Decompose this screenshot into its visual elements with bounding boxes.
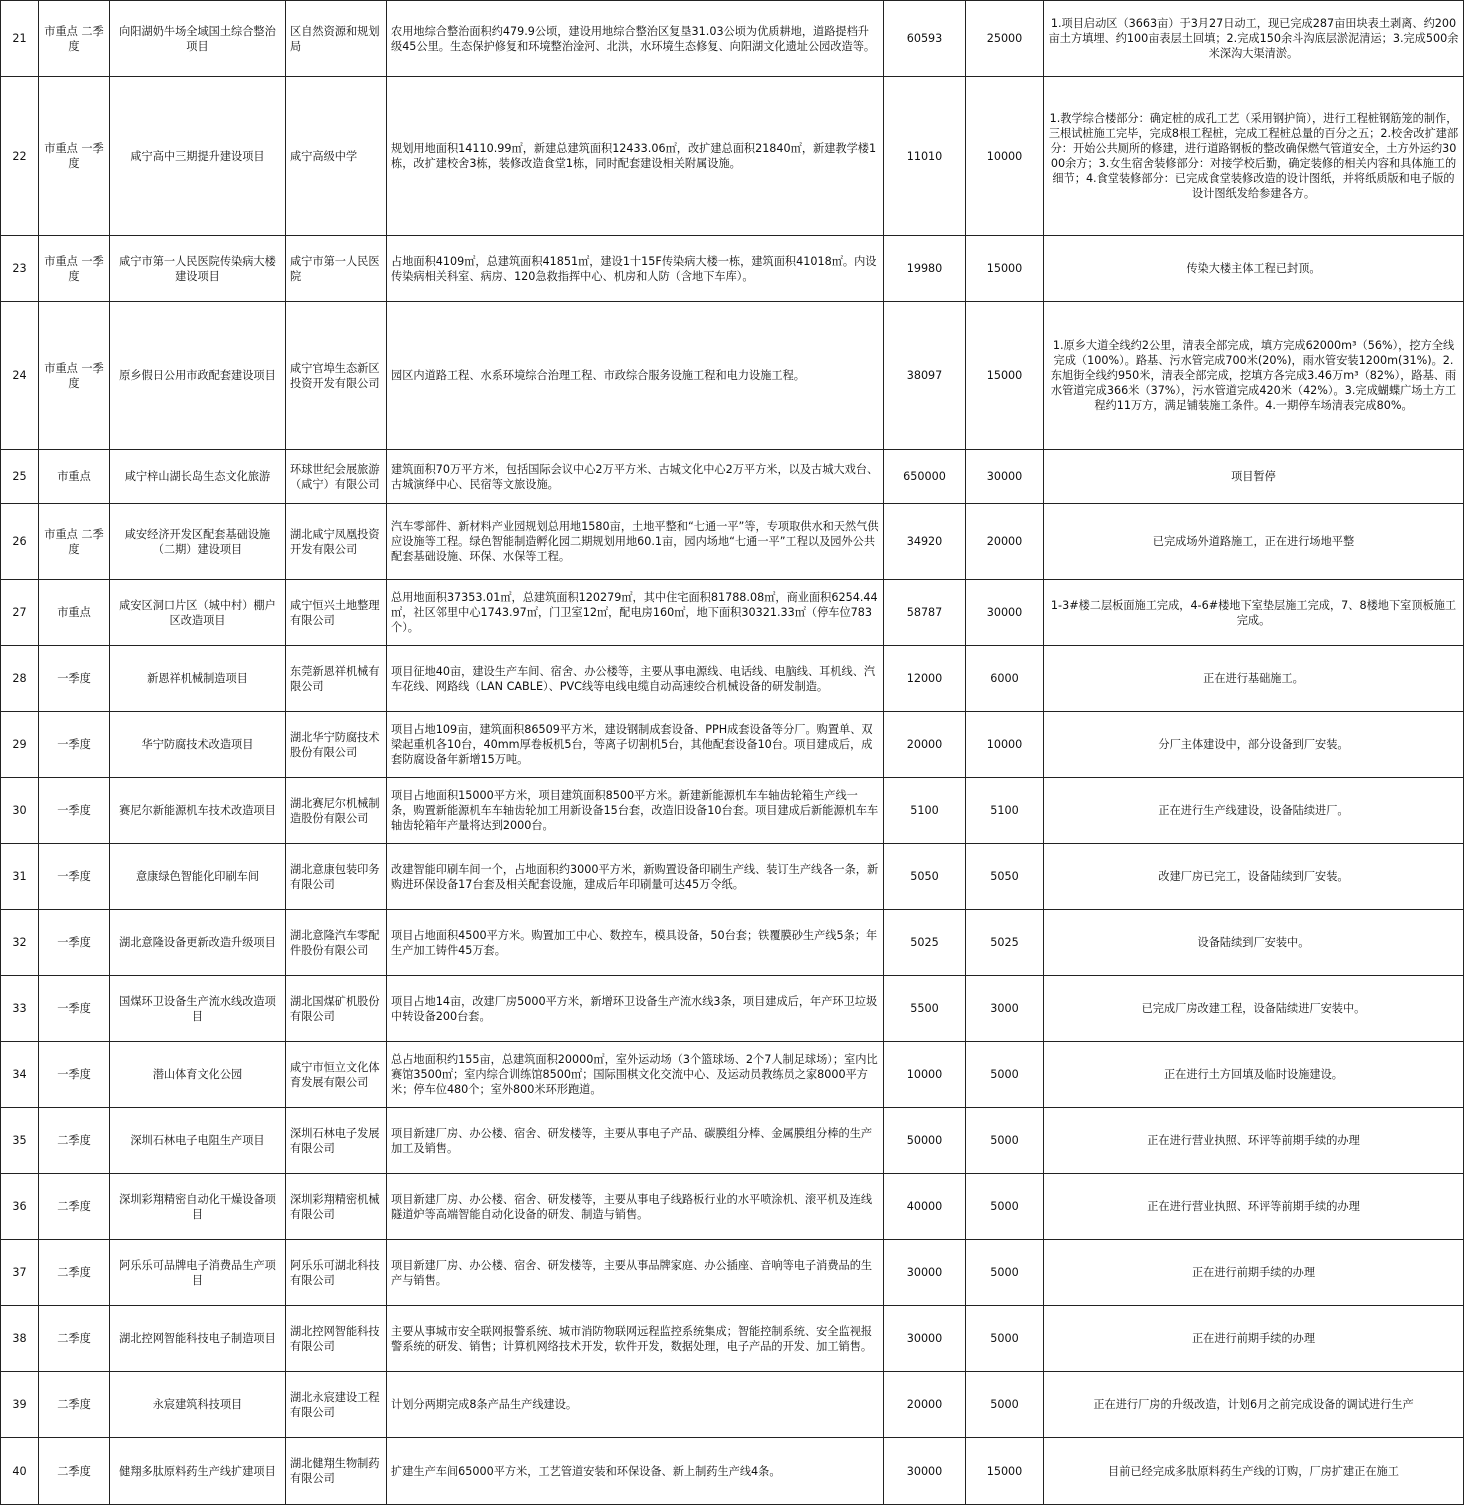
- category-cell: 一季度: [39, 778, 110, 844]
- construction-content-cell: 园区内道路工程、水系环境综合治理工程、市政综合服务设施工程和电力设施工程。: [387, 302, 884, 450]
- category-cell: 一季度: [39, 910, 110, 976]
- annual-investment-cell: 15000: [966, 302, 1044, 450]
- annual-investment-cell: 3000: [966, 976, 1044, 1042]
- progress-cell: 项目暂停: [1044, 450, 1464, 504]
- construction-content-cell: 扩建生产车间65000平方米，工艺管道安装和环保设备、新上制药生产线4条。: [387, 1438, 884, 1505]
- project-name-cell: 赛尼尔新能源机车技术改造项目: [110, 778, 286, 844]
- construction-content-cell: 占地面积4109㎡，总建筑面积41851㎡，建设1十15F传染病大楼一栋，建筑面积41018㎡。内设传染病相关科室、病房、120急救指挥中心、机房和人防（含地下车库）。: [387, 236, 884, 302]
- annual-investment-cell: 5000: [966, 1372, 1044, 1438]
- table-row: [1, 1240, 1464, 1306]
- category-cell: 二季度: [39, 1372, 110, 1438]
- owner-unit-cell: 东莞新恩祥机械有限公司: [286, 646, 387, 712]
- annual-investment-cell: 30000: [966, 450, 1044, 504]
- category-cell: 一季度: [39, 976, 110, 1042]
- progress-cell: 目前已经完成多肽原料药生产线的订购，厂房扩建正在施工: [1044, 1438, 1464, 1505]
- table-row: [1, 236, 1464, 302]
- category-cell: 二季度: [39, 1174, 110, 1240]
- annual-investment-cell: 5000: [966, 1240, 1044, 1306]
- project-name-cell: 国煤环卫设备生产流水线改造项目: [110, 976, 286, 1042]
- progress-cell: 正在进行营业执照、环评等前期手续的办理: [1044, 1108, 1464, 1174]
- category-cell: 一季度: [39, 646, 110, 712]
- total-investment-cell: 11010: [884, 77, 966, 236]
- project-name-cell: 湖北控网智能科技电子制造项目: [110, 1306, 286, 1372]
- table-row: [1, 844, 1464, 910]
- progress-cell: 正在进行前期手续的办理: [1044, 1240, 1464, 1306]
- table-row: [1, 580, 1464, 646]
- progress-cell: 正在进行土方回填及临时设施建设。: [1044, 1042, 1464, 1108]
- construction-content-cell: 改建智能印刷车间一个，占地面积约3000平方米，新购置设备印刷生产线、装订生产线各一条，新购进环保设备17台套及相关配套设施，建成后年印刷量可达45万令纸。: [387, 844, 884, 910]
- total-investment-cell: 20000: [884, 712, 966, 778]
- construction-content-cell: 项目新建厂房、办公楼、宿舍、研发楼等，主要从事电子线路板行业的水平喷涂机、滚平机及连线隧道炉等高端智能自动化设备的研发、制造与销售。: [387, 1174, 884, 1240]
- progress-cell: 1-3#楼二层板面施工完成，4-6#楼地下室垫层施工完成，7、8楼地下室顶板施工完成。: [1044, 580, 1464, 646]
- project-name-cell: 咸宁市第一人民医院传染病大楼建设项目: [110, 236, 286, 302]
- annual-investment-cell: 15000: [966, 236, 1044, 302]
- annual-investment-cell: 10000: [966, 77, 1044, 236]
- owner-unit-cell: 咸宁市恒立文化体育发展有限公司: [286, 1042, 387, 1108]
- table-body: [1, 1, 1464, 1505]
- annual-investment-cell: 5000: [966, 1174, 1044, 1240]
- project-name-cell: 咸安区洞口片区（城中村）棚户区改造项目: [110, 580, 286, 646]
- row-number-cell: 28: [1, 646, 39, 712]
- construction-content-cell: 项目占地面积4500平方米。购置加工中心、数控车，模具设备，50台套；铁覆膜砂生产线5条；年生产加工铸件45万套。: [387, 910, 884, 976]
- category-cell: 二季度: [39, 1438, 110, 1505]
- row-number-cell: 40: [1, 1438, 39, 1505]
- row-number-cell: 31: [1, 844, 39, 910]
- progress-cell: 1.项目启动区（3663亩）于3月27日动工，现已完成287亩田块表土剥离、约200亩土方填埋、约100亩表层土回填；2.完成150余斗沟底层淤泥清运；3.完成500余米深沟大渠清淤。: [1044, 1, 1464, 77]
- owner-unit-cell: 湖北永宸建设工程有限公司: [286, 1372, 387, 1438]
- total-investment-cell: 10000: [884, 1042, 966, 1108]
- construction-content-cell: 项目新建厂房、办公楼、宿舍、研发楼等，主要从事电子产品、碳膜组分棒、金属膜组分棒的生产加工及销售。: [387, 1108, 884, 1174]
- total-investment-cell: 60593: [884, 1, 966, 77]
- owner-unit-cell: 湖北咸宁凤凰投资开发有限公司: [286, 504, 387, 580]
- progress-cell: 1.教学综合楼部分：确定桩的成孔工艺（采用钢护筒），进行工程桩钢筋笼的制作，三根试桩施工完毕，完成8根工程桩，完成工程桩总量的百分之五；2.校舍改扩建部分：开始公共厕所的修建，进行道路钢板的整改确保燃气管道安全，土方外运约3000余方；3.女生宿舍装修部分：对接学校后勤，确定装修的相关内容和具体施工的细节；4.食堂装修部分：已完成食堂装修改造的设计图纸，并将纸质版和电子版的设计图纸发给参建各方。: [1044, 77, 1464, 236]
- owner-unit-cell: 环球世纪会展旅游（咸宁）有限公司: [286, 450, 387, 504]
- row-number-cell: 34: [1, 1042, 39, 1108]
- category-cell: 市重点 一季度: [39, 77, 110, 236]
- progress-cell: 正在进行基础施工。: [1044, 646, 1464, 712]
- total-investment-cell: 20000: [884, 1372, 966, 1438]
- construction-content-cell: 规划用地面积14110.99㎡，新建总建筑面积12433.06㎡，改扩建总面积21840㎡，新建教学楼1栋，改扩建校舍3栋，装修改造食堂1栋，同时配套建设相关附属设施。: [387, 77, 884, 236]
- row-number-cell: 21: [1, 1, 39, 77]
- category-cell: 二季度: [39, 1240, 110, 1306]
- owner-unit-cell: 咸宁市第一人民医院: [286, 236, 387, 302]
- annual-investment-cell: 30000: [966, 580, 1044, 646]
- category-cell: 市重点: [39, 450, 110, 504]
- owner-unit-cell: 湖北赛尼尔机械制造股份有限公司: [286, 778, 387, 844]
- table-row: [1, 1, 1464, 77]
- table-row: [1, 504, 1464, 580]
- annual-investment-cell: 10000: [966, 712, 1044, 778]
- row-number-cell: 38: [1, 1306, 39, 1372]
- progress-cell: 已完成场外道路施工，正在进行场地平整: [1044, 504, 1464, 580]
- progress-cell: 传染大楼主体工程已封顶。: [1044, 236, 1464, 302]
- total-investment-cell: 30000: [884, 1438, 966, 1505]
- total-investment-cell: 19980: [884, 236, 966, 302]
- total-investment-cell: 38097: [884, 302, 966, 450]
- row-number-cell: 23: [1, 236, 39, 302]
- owner-unit-cell: 咸宁高级中学: [286, 77, 387, 236]
- construction-content-cell: 汽车零部件、新材料产业园规划总用地1580亩，土地平整和“七通一平”等，专项取供水和天然气供应设施等工程。绿色智能制造孵化园二期规划用地60.1亩，园内场地“七通一平”工程以及园外公共配套基础设施、环保、水保等工程。: [387, 504, 884, 580]
- owner-unit-cell: 咸宁恒兴土地整理有限公司: [286, 580, 387, 646]
- construction-content-cell: 建筑面积70万平方米，包括国际会议中心2万平方米、古城文化中心2万平方米，以及古城大戏台、古城演绎中心、民宿等文旅设施。: [387, 450, 884, 504]
- project-name-cell: 永宸建筑科技项目: [110, 1372, 286, 1438]
- category-cell: 市重点 二季度: [39, 1, 110, 77]
- project-name-cell: 健翔多肽原料药生产线扩建项目: [110, 1438, 286, 1505]
- progress-cell: 正在进行前期手续的办理: [1044, 1306, 1464, 1372]
- category-cell: 市重点 一季度: [39, 236, 110, 302]
- row-number-cell: 30: [1, 778, 39, 844]
- row-number-cell: 29: [1, 712, 39, 778]
- construction-content-cell: 计划分两期完成8条产品生产线建设。: [387, 1372, 884, 1438]
- total-investment-cell: 5100: [884, 778, 966, 844]
- owner-unit-cell: 咸宁官埠生态新区投资开发有限公司: [286, 302, 387, 450]
- total-investment-cell: 12000: [884, 646, 966, 712]
- row-number-cell: 25: [1, 450, 39, 504]
- construction-content-cell: 农用地综合整治面积约479.9公顷，建设用地综合整治区复垦31.03公顷为优质耕地，道路提档升级45公里。生态保护修复和环境整治淦河、北洪，水环境生态修复、向阳湖文化遗址公园改造等。: [387, 1, 884, 77]
- owner-unit-cell: 区自然资源和规划局: [286, 1, 387, 77]
- construction-content-cell: 总占地面积约155亩，总建筑面积20000㎡，室外运动场（3个篮球场、2个7人制足球场）；室内比赛馆3500㎡；室内综合训练馆8500㎡；国际围棋文化交流中心、及运动员教练员之家8000平方米；停车位480个；室外800米环形跑道。: [387, 1042, 884, 1108]
- project-name-cell: 深圳彩翔精密自动化干燥设备项目: [110, 1174, 286, 1240]
- annual-investment-cell: 5025: [966, 910, 1044, 976]
- total-investment-cell: 5050: [884, 844, 966, 910]
- row-number-cell: 32: [1, 910, 39, 976]
- owner-unit-cell: 湖北意康包装印务有限公司: [286, 844, 387, 910]
- row-number-cell: 33: [1, 976, 39, 1042]
- project-name-cell: 湖北意隆设备更新改造升级项目: [110, 910, 286, 976]
- row-number-cell: 36: [1, 1174, 39, 1240]
- category-cell: 二季度: [39, 1108, 110, 1174]
- total-investment-cell: 650000: [884, 450, 966, 504]
- progress-cell: 正在进行生产线建设，设备陆续进厂。: [1044, 778, 1464, 844]
- annual-investment-cell: 20000: [966, 504, 1044, 580]
- owner-unit-cell: 阿乐乐可湖北科技有限公司: [286, 1240, 387, 1306]
- project-name-cell: 咸宁高中三期提升建设项目: [110, 77, 286, 236]
- owner-unit-cell: 湖北意隆汽车零配件股份有限公司: [286, 910, 387, 976]
- table-row: [1, 712, 1464, 778]
- progress-cell: 正在进行营业执照、环评等前期手续的办理: [1044, 1174, 1464, 1240]
- total-investment-cell: 34920: [884, 504, 966, 580]
- progress-cell: 已完成厂房改建工程，设备陆续进厂安装中。: [1044, 976, 1464, 1042]
- project-name-cell: 华宁防腐技术改造项目: [110, 712, 286, 778]
- project-name-cell: 咸宁梓山湖长岛生态文化旅游: [110, 450, 286, 504]
- owner-unit-cell: 深圳彩翔精密机械有限公司: [286, 1174, 387, 1240]
- annual-investment-cell: 5050: [966, 844, 1044, 910]
- category-cell: 市重点 二季度: [39, 504, 110, 580]
- table-row: [1, 1438, 1464, 1505]
- construction-content-cell: 项目征地40亩，建设生产车间、宿舍、办公楼等，主要从事电源线、电话线、电脑线、耳机线、汽车花线、网路线（LAN CABLE）、PVC线等电线电缆自动高速绞合机械设备的研发制造。: [387, 646, 884, 712]
- annual-investment-cell: 5000: [966, 1108, 1044, 1174]
- owner-unit-cell: 湖北华宁防腐技术股份有限公司: [286, 712, 387, 778]
- annual-investment-cell: 25000: [966, 1, 1044, 77]
- total-investment-cell: 5025: [884, 910, 966, 976]
- progress-cell: 设备陆续到厂安装中。: [1044, 910, 1464, 976]
- table-row: [1, 646, 1464, 712]
- project-name-cell: 潜山体育文化公园: [110, 1042, 286, 1108]
- annual-investment-cell: 5100: [966, 778, 1044, 844]
- table-row: [1, 976, 1464, 1042]
- total-investment-cell: 58787: [884, 580, 966, 646]
- total-investment-cell: 30000: [884, 1306, 966, 1372]
- table-row: [1, 77, 1464, 236]
- total-investment-cell: 40000: [884, 1174, 966, 1240]
- row-number-cell: 37: [1, 1240, 39, 1306]
- project-name-cell: 新恩祥机械制造项目: [110, 646, 286, 712]
- project-name-cell: 咸安经济开发区配套基础设施（二期）建设项目: [110, 504, 286, 580]
- row-number-cell: 24: [1, 302, 39, 450]
- category-cell: 一季度: [39, 1042, 110, 1108]
- annual-investment-cell: 6000: [966, 646, 1044, 712]
- table-row: [1, 1108, 1464, 1174]
- table-row: [1, 910, 1464, 976]
- annual-investment-cell: 5000: [966, 1042, 1044, 1108]
- row-number-cell: 27: [1, 580, 39, 646]
- owner-unit-cell: 湖北控网智能科技有限公司: [286, 1306, 387, 1372]
- table-row: [1, 778, 1464, 844]
- row-number-cell: 26: [1, 504, 39, 580]
- table-row: [1, 1174, 1464, 1240]
- row-number-cell: 35: [1, 1108, 39, 1174]
- category-cell: 市重点 一季度: [39, 302, 110, 450]
- category-cell: 二季度: [39, 1306, 110, 1372]
- row-number-cell: 22: [1, 77, 39, 236]
- project-name-cell: 向阳湖奶牛场全域国土综合整治项目: [110, 1, 286, 77]
- construction-content-cell: 总用地面积37353.01㎡，总建筑面积120279㎡，其中住宅面积81788.08㎡，商业面积6254.44㎡，社区邻里中心1743.97㎡，门卫室12㎡，配电房160㎡，地下面积30321.33㎡（停车位783个）。: [387, 580, 884, 646]
- construction-content-cell: 主要从事城市安全联网报警系统、城市消防物联网远程监控系统集成；智能控制系统、安全监视报警系统的研发、销售；计算机网络技术开发，软件开发，数据处理，电子产品的开发、加工销售。: [387, 1306, 884, 1372]
- progress-cell: 改建厂房已完工，设备陆续到厂安装。: [1044, 844, 1464, 910]
- row-number-cell: 39: [1, 1372, 39, 1438]
- category-cell: 一季度: [39, 712, 110, 778]
- table-row: [1, 1372, 1464, 1438]
- owner-unit-cell: 深圳石林电子发展有限公司: [286, 1108, 387, 1174]
- total-investment-cell: 30000: [884, 1240, 966, 1306]
- table-row: [1, 302, 1464, 450]
- progress-cell: 分厂主体建设中，部分设备到厂安装。: [1044, 712, 1464, 778]
- total-investment-cell: 50000: [884, 1108, 966, 1174]
- construction-content-cell: 项目新建厂房、办公楼、宿舍、研发楼等，主要从事品牌家庭、办公插座、音响等电子消费品的生产与销售。: [387, 1240, 884, 1306]
- project-name-cell: 意康绿色智能化印刷车间: [110, 844, 286, 910]
- category-cell: 一季度: [39, 844, 110, 910]
- owner-unit-cell: 湖北国煤矿机股份有限公司: [286, 976, 387, 1042]
- construction-content-cell: 项目占地14亩，改建厂房5000平方米，新增环卫设备生产流水线3条，项目建成后，年产环卫垃圾中转设备200台套。: [387, 976, 884, 1042]
- project-name-cell: 阿乐乐可品牌电子消费品生产项目: [110, 1240, 286, 1306]
- table-row: [1, 1042, 1464, 1108]
- owner-unit-cell: 湖北健翔生物制药有限公司: [286, 1438, 387, 1505]
- table-row: [1, 1306, 1464, 1372]
- project-name-cell: 深圳石林电子电阻生产项目: [110, 1108, 286, 1174]
- annual-investment-cell: 5000: [966, 1306, 1044, 1372]
- construction-content-cell: 项目占地109亩，建筑面积86509平方米，建设钢制成套设备、PPH成套设备等分厂。购置单、双梁起重机各10台，40mm厚卷板机5台，等离子切割机5台，其他配套设备10台。项目建成后，成套防腐设备年新增15万吨。: [387, 712, 884, 778]
- progress-cell: 1.原乡大道全线约2公里，清表全部完成，填方完成62000m³（56%），挖方全线完成（100%）。路基、污水管完成700米(20%)，雨水管安装1200m(31%)。2.东旭街全线约950米，清表全部完成，挖填方各完成3.46万m³（82%），路基、雨水管道完成366米（37%），污水管道完成420米（42%）。3.完成蝴蝶广场土方工程约11万方，满足铺装施工条件。4.一期停车场清表完成80%。: [1044, 302, 1464, 450]
- total-investment-cell: 5500: [884, 976, 966, 1042]
- category-cell: 市重点: [39, 580, 110, 646]
- table-row: [1, 450, 1464, 504]
- construction-content-cell: 项目占地面积15000平方米，项目建筑面积8500平方米。新建新能源机车车轴齿轮箱生产线一条，购置新能源机车车轴齿轮加工用新设备15台套，改造旧设备10台套。项目建成后新能源机车车轴齿轮箱年产量将达到2000台。: [387, 778, 884, 844]
- progress-cell: 正在进行厂房的升级改造，计划6月之前完成设备的调试进行生产: [1044, 1372, 1464, 1438]
- annual-investment-cell: 15000: [966, 1438, 1044, 1505]
- project-name-cell: 原乡假日公用市政配套建设项目: [110, 302, 286, 450]
